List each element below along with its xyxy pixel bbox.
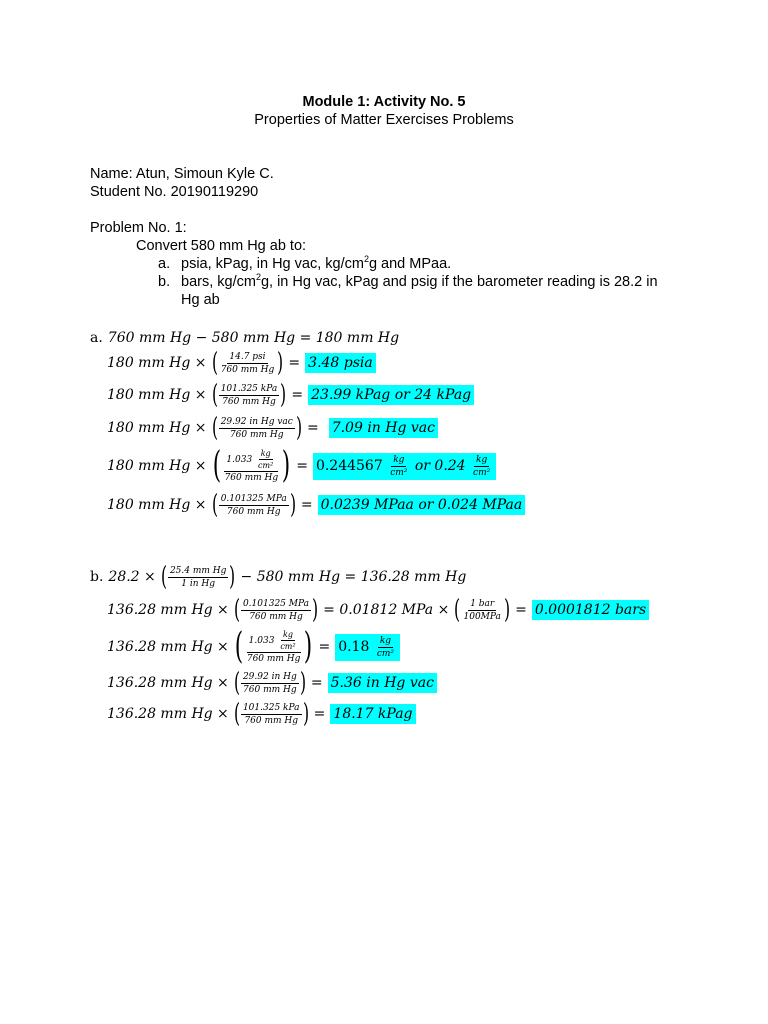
item-b-text-line2: Hg ab [181,292,220,308]
page-subtitle: Properties of Matter Exercises Problems [254,112,514,128]
mpaa-conversion: 180 mm Hg × ( $\frac{\text{0.101325 MPa}}{\text{760 mm Hg}}$ ) = 0.0239 MPaa or 0.024 MPaa [107,490,525,520]
item-b-marker: b. [158,274,171,290]
part-b-equation-1: b. 28.2 × ( $\frac{\text{25.4 mm Hg}}{\text{1 in Hg}}$ ) − 580 mm Hg = 136.28 mm Hg [90,562,467,592]
psia-answer: 3.48 psia [305,353,376,373]
psia-conversion: 180 mm Hg × ( $\frac{\text{14.7 psi}}{\text{760 mm Hg}}$ ) = 3.48 psia [107,348,376,378]
part-a-label: a. [90,330,103,346]
bars-answer: 0.0001812 bars [532,600,649,620]
b-kpag-conversion: 136.28 mm Hg × ( $\frac{\text{101.325 kPa}}{\text{760 mm Hg}}$ ) = 18.17 kPag [107,699,416,729]
item-a-marker: a. [158,256,171,272]
mpaa-answer: 0.0239 MPaa or 0.024 MPaa [318,495,526,515]
item-b-text: bars, $kg/cm^2g$, in Hg vac, kPag and psig if the barometer reading is 28.2 in [181,272,658,290]
kgcm2-conversion: 180 mm Hg × ( 1.033 $\frac{kg}{\text{cm²}}$ 760 mm Hg ) = 0.244567 $\frac{kg}{\text{cm²}}$ or 0.24 $\frac{kg}{\text{cm²}}$ [107,445,496,487]
b-kgcm2-conversion: 136.28 mm Hg × ( 1.033 $\frac{kg}{\text{cm²}}$ 760 mm Hg ) = 0.18 $\frac{kg}{\text{cm²}}$ [107,626,400,668]
bars-conversion: 136.28 mm Hg × ( $\frac{\text{0.101325 MPa}}{\text{760 mm Hg}}$ ) = 0.01812 MPa × ( $\frac{\text{1 bar}}{\text{100MPa}}$ ) = 0.0001812 bars [107,595,649,625]
part-a-equation-1: a. 760 mm Hg − 580 mm Hg = 180 mm Hg [90,330,400,346]
problem-statement: Convert 580 mm Hg ab to: [136,238,307,254]
b-kgcm2-answer: 0.18 $\frac{kg}{\text{cm²}}$ [335,634,400,661]
problem-heading: Problem No. 1: [90,220,187,236]
inhg-vac-answer: 7.09 in Hg vac [329,418,438,438]
part-b-label: b. [90,569,104,585]
inhg-vac-conversion: 180 mm Hg × ( $\frac{\text{29.92 in Hg vac}}{\text{760 mm Hg}}$ ) = 7.09 in Hg vac [107,413,438,443]
kpag-answer: 23.99 kPag or 24 kPag [308,385,474,405]
kpag-conversion: 180 mm Hg × ( $\frac{\text{101.325 kPa}}{\text{760 mm Hg}}$ ) = 23.99 kPag or 24 kPag [107,380,474,410]
student-name: Name: Atun, Simoun Kyle C. [90,166,274,182]
item-a-text: psia, kPag, in Hg vac, $kg/cm^2g$ and MPaa. [181,254,452,272]
student-number: Student No. 20190119290 [90,184,259,200]
b-inhg-vac-answer: 5.36 in Hg vac [328,673,437,693]
b-inhg-vac-conversion: 136.28 mm Hg × ( $\frac{\text{29.92 in Hg}}{\text{760 mm Hg}}$ ) = 5.36 in Hg vac [107,668,437,698]
kgcm2-answer: 0.244567 $\frac{kg}{\text{cm²}}$ or 0.24 $\frac{kg}{\text{cm²}}$ [313,453,496,480]
page-title: Module 1: Activity No. 5 [302,94,466,110]
b-kpag-answer: 18.17 kPag [330,704,415,724]
